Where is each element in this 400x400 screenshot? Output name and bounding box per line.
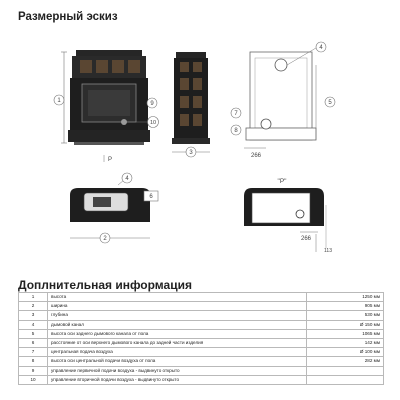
table-row bbox=[19, 338, 384, 347]
row-value bbox=[307, 366, 384, 375]
marker-10: 10 bbox=[149, 120, 157, 126]
row-label: управление первичной подачи воздуха - выдвинуто открыто bbox=[48, 366, 307, 375]
dim-266: 266 bbox=[300, 236, 312, 242]
row-number: 4 bbox=[19, 320, 48, 329]
top-label: P bbox=[108, 157, 113, 163]
row-value bbox=[307, 375, 384, 384]
table-row bbox=[19, 293, 384, 302]
row-label: ширина bbox=[48, 302, 307, 311]
row-number: 10 bbox=[19, 375, 48, 384]
table-row bbox=[19, 375, 384, 384]
row-label: расстояние от оси верхнего дымового канала до задней части изделия bbox=[48, 338, 307, 347]
dim-113: 113 bbox=[324, 248, 332, 254]
marker-4-top: 4 bbox=[125, 176, 129, 182]
sketch-title: Размерный эскиз bbox=[18, 11, 118, 23]
row-number: 3 bbox=[19, 311, 48, 320]
marker-7: 7 bbox=[234, 111, 238, 117]
marker-4: 4 bbox=[319, 45, 323, 51]
back-view bbox=[231, 42, 335, 159]
info-title: Доплнительная информация bbox=[18, 278, 192, 292]
row-number: 9 bbox=[19, 366, 48, 375]
table-row bbox=[19, 366, 384, 375]
row-label: дымовой канал bbox=[48, 320, 307, 329]
section-view bbox=[244, 178, 332, 254]
front-view bbox=[54, 50, 159, 145]
row-number: 5 bbox=[19, 329, 48, 338]
row-value: 1065 мм bbox=[307, 329, 384, 338]
row-value: 530 мм bbox=[307, 311, 384, 320]
table-row bbox=[19, 320, 384, 329]
marker-1: 1 bbox=[57, 98, 61, 104]
row-value: 905 мм bbox=[307, 302, 384, 311]
marker-3: 3 bbox=[189, 150, 193, 156]
row-label: высота bbox=[48, 293, 307, 302]
marker-8: 8 bbox=[234, 128, 238, 134]
row-value: Ø 150 мм bbox=[307, 320, 384, 329]
row-label: управление вторичной подачи воздуха - выдвинуто открыто bbox=[48, 375, 307, 384]
row-value: 142 мм bbox=[307, 338, 384, 347]
back-dim: 266 bbox=[250, 153, 262, 159]
row-number: 2 bbox=[19, 302, 48, 311]
marker-5: 5 bbox=[328, 100, 332, 106]
row-label: высота оси заднего дымового канала от пола bbox=[48, 329, 307, 338]
table-row bbox=[19, 357, 384, 366]
row-value: Ø 100 мм bbox=[307, 348, 384, 357]
row-value: 1250 мм bbox=[307, 293, 384, 302]
table-row bbox=[19, 311, 384, 320]
section-label: "P" bbox=[277, 178, 287, 185]
table-row bbox=[19, 348, 384, 357]
marker-9: 9 bbox=[150, 101, 154, 107]
row-number: 1 bbox=[19, 293, 48, 302]
table-row bbox=[19, 329, 384, 338]
row-number: 8 bbox=[19, 357, 48, 366]
table-row bbox=[19, 302, 384, 311]
row-label: центральная подача воздуха bbox=[48, 348, 307, 357]
row-number: 6 bbox=[19, 338, 48, 347]
side-view bbox=[172, 52, 210, 157]
row-label: высота оси центральной подачи воздуха от пола bbox=[48, 357, 307, 366]
specs-table bbox=[18, 292, 384, 385]
row-label: глубина bbox=[48, 311, 307, 320]
marker-2: 2 bbox=[103, 236, 107, 242]
top-view bbox=[70, 155, 158, 243]
row-value: 282 мм bbox=[307, 357, 384, 366]
row-number: 7 bbox=[19, 348, 48, 357]
marker-6: 6 bbox=[149, 194, 153, 200]
